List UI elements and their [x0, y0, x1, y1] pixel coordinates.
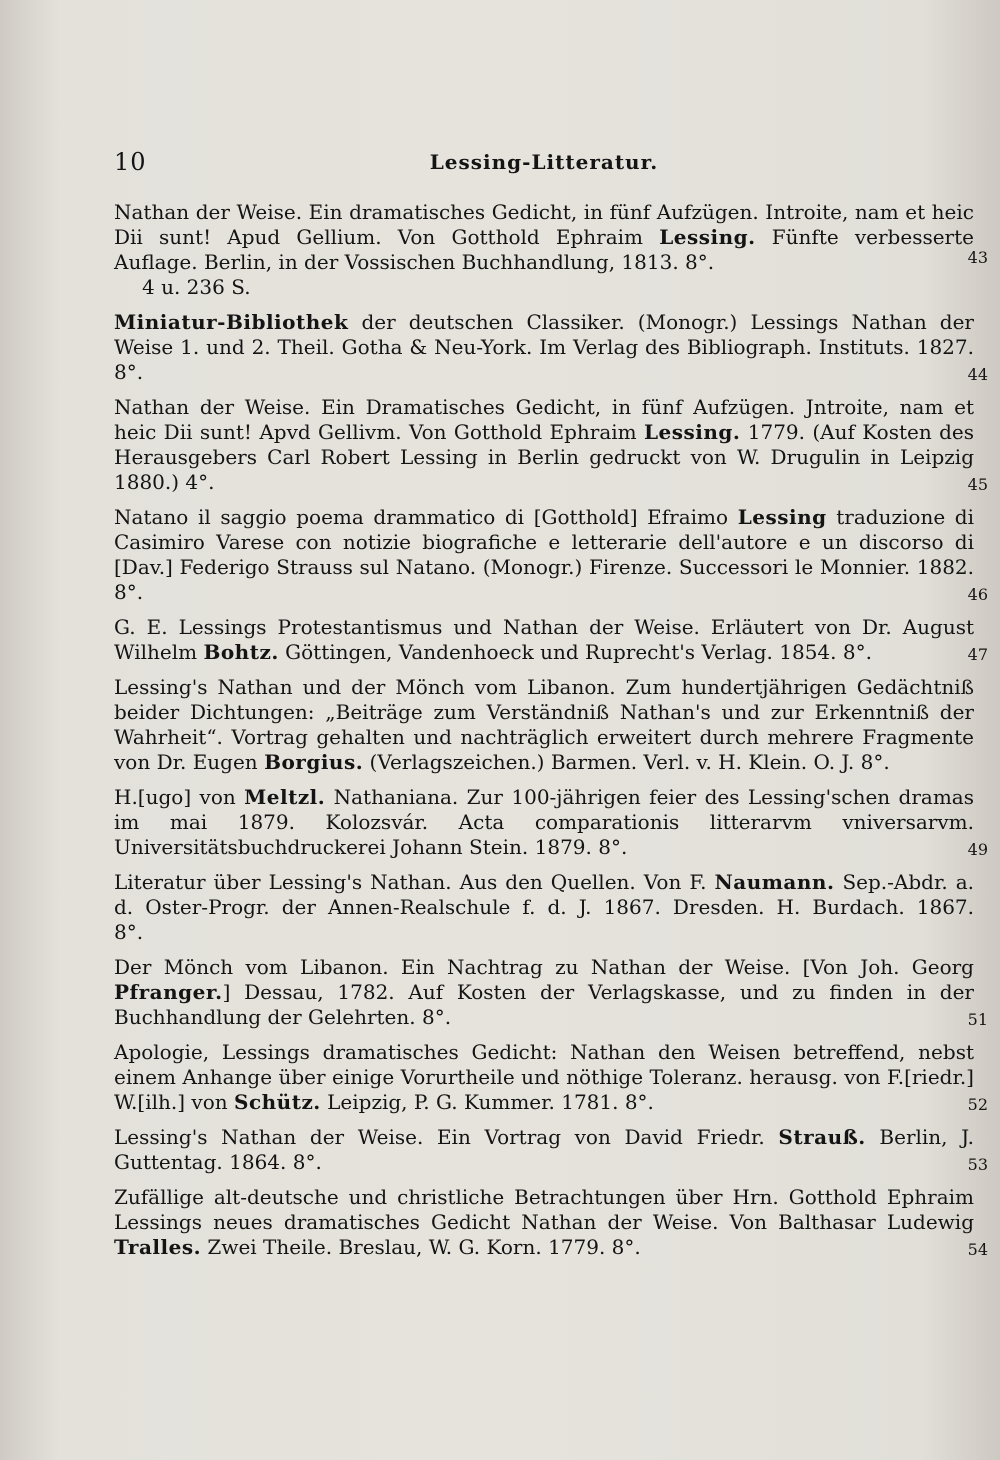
- entry-text: Zufällige alt-deutsche und christliche Betrachtungen über Hrn. Gotthold Ephraim Lessings neues dramatisches Gedicht Nathan der Weise. Von Balthasar Ludewig: [114, 1185, 974, 1234]
- entry-text: Der Mönch vom Libanon. Ein Nachtrag zu Nathan der Weise. [Von Joh. Georg: [114, 955, 974, 979]
- bibliography-entry: [114, 505, 988, 605]
- running-title: Lessing-Litteratur.: [429, 150, 659, 174]
- entry-text: Nathan der Weise. Ein dramatisches Gedicht, in fünf Aufzügen. Introite, nam et heic Dii sunt! Apud Gellium. Von Gotthold Ephraim: [114, 200, 974, 249]
- entry-author: Bohtz.: [203, 640, 279, 664]
- bibliography-entry: [114, 395, 988, 495]
- entry-number: 46: [967, 585, 988, 604]
- entry-number: 53: [967, 1155, 988, 1174]
- entry-text: G. E. Lessings Protestantismus und Nathan der Weise. Erläutert von Dr. August Wilhelm: [114, 615, 974, 664]
- bibliography-entry: [114, 310, 988, 385]
- bibliography-entry: [114, 1125, 988, 1175]
- page-number: 10: [114, 148, 147, 176]
- entry-author: Borgius.: [264, 750, 364, 774]
- entry-text: Lessing's Nathan der Weise. Ein Vortrag von David Friedr.: [114, 1125, 779, 1149]
- entry-text: Göttingen, Vandenhoeck und Ruprecht's Verlag. 1854. 8°.: [278, 640, 872, 664]
- bibliography-entry: [114, 200, 988, 300]
- bibliography-entry: [114, 675, 974, 775]
- bibliography-entry: [114, 870, 974, 945]
- entry-text: (Verlagszeichen.) Barmen. Verl. v. H. Klein. O. J. 8°.: [363, 750, 890, 774]
- entry-text: der deutschen Classiker. (Monogr.) Lessings Nathan der Weise 1. und 2. Theil. Gotha & Neu-York. Im Verlag des Bibliograph. Instituts. 1827. 8°.: [114, 310, 974, 384]
- entry-text: Natano il saggio poema drammatico di [Gotthold] Efraimo: [114, 505, 738, 529]
- entry-number: 49: [967, 840, 988, 859]
- bibliography-entry: [114, 1040, 988, 1115]
- entry-text: Lessing's Nathan und der Mönch vom Libanon. Zum hundertjährigen Gedächtniß beider Dichtungen: „Beiträge zum Verständniß Nathan's und zur Erkenntniß der Wahrheit“. Vortrag gehalten und nachträglich erweitert durch mehrere Fragmente von Dr. Eugen: [114, 675, 974, 774]
- entry-number: 54: [967, 1240, 988, 1259]
- entry-text: Literatur über Lessing's Nathan. Aus den Quellen. Von F.: [114, 870, 715, 894]
- entry-author: Pfranger.: [114, 980, 223, 1004]
- entry-author: Meltzl.: [244, 785, 326, 809]
- bibliography-entry: [114, 1185, 988, 1260]
- entry-author: Lessing: [737, 505, 827, 529]
- entry-text: 1779. (Auf Kosten des Herausgebers Carl Robert Lessing in Berlin gedruckt von W. Drugulin in Leipzig 1880.) 4°.: [114, 420, 974, 494]
- entry-author: Miniatur-Bibliothek: [114, 310, 349, 334]
- entry-author: Strauß.: [778, 1125, 866, 1149]
- entry-text: Leipzig, P. G. Kummer. 1781. 8°.: [320, 1090, 654, 1114]
- entry-format: 4 u. 236 S.: [142, 275, 251, 299]
- entry-number: 51: [967, 1010, 988, 1029]
- bibliography-entry: [114, 615, 988, 665]
- entry-number: 45: [967, 475, 988, 494]
- entry-text: Nathan der Weise. Ein Dramatisches Gedicht, in fünf Aufzügen. Jntroite, nam et heic Dii sunt! Apvd Gellivm. Von Gotthold Ephraim: [114, 395, 974, 444]
- entry-number: 43: [967, 248, 988, 267]
- entry-text: ] Dessau, 1782. Auf Kosten der Verlagskasse, und zu finden in der Buchhandlung der Gelehrten. 8°.: [114, 980, 974, 1029]
- bibliography-list: [114, 200, 988, 1270]
- entry-number: 44: [967, 365, 988, 384]
- entry-author: Lessing.: [659, 225, 756, 249]
- page-header: [114, 148, 974, 178]
- entry-author: Lessing.: [643, 420, 741, 444]
- entry-number: 52: [967, 1095, 988, 1114]
- entry-author: Schütz.: [234, 1090, 321, 1114]
- entry-text: Sep.-Abdr. a. d. Oster-Progr. der Annen-Realschule f. d. J. 1867. Dresden. H. Burdach. 1867. 8°.: [114, 870, 974, 944]
- entry-text: Zwei Theile. Breslau, W. G. Korn. 1779. 8°.: [201, 1235, 641, 1259]
- bibliography-entry: [114, 955, 988, 1030]
- bibliography-entry: [114, 785, 988, 860]
- entry-author: Tralles.: [114, 1235, 202, 1259]
- entry-text: traduzione di Casimiro Varese con notizie biografiche e letterarie dell'autore e un discorso di [Dav.] Federigo Strauss sul Natano. (Monogr.) Firenze. Successori le Monnier. 1882. 8°.: [114, 505, 975, 604]
- entry-text: Fünfte verbesserte Auflage. Berlin, in der Vossischen Buchhandlung, 1813. 8°.: [114, 225, 974, 274]
- entry-text: Berlin, J. Guttentag. 1864. 8°.: [114, 1125, 974, 1174]
- entry-text: H.[ugo] von: [114, 785, 245, 809]
- entry-author: Naumann.: [714, 870, 835, 894]
- entry-text: Nathaniana. Zur 100-jährigen feier des Lessing'schen dramas im mai 1879. Kolozsvár. Acta comparationis litterarvm vniversarvm. Universitätsbuchdruckerei Johann Stein. 1879. 8°.: [114, 785, 974, 859]
- entry-number: 47: [967, 645, 988, 664]
- entry-text: Apologie, Lessings dramatisches Gedicht: Nathan den Weisen betreffend, nebst einem Anhange über einige Vorurtheile und nöthige Toleranz. herausg. von F.[riedr.] W.[ilh.] von: [114, 1040, 974, 1114]
